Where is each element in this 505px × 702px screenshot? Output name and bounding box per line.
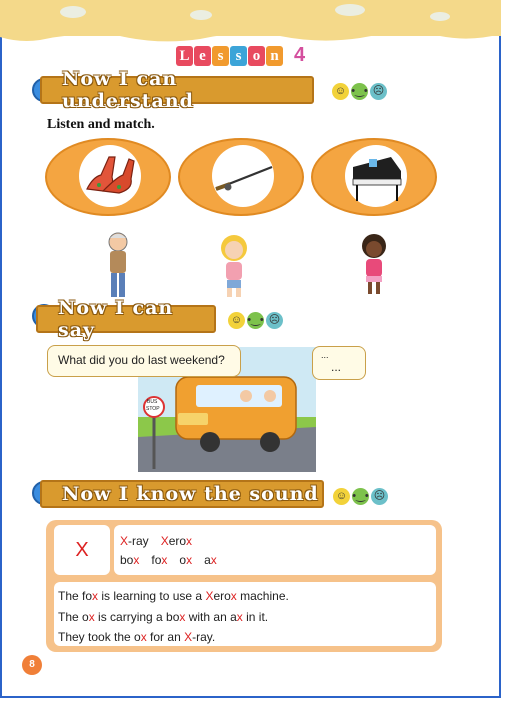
highlighted-letter: X (184, 630, 193, 644)
word-text: o (179, 553, 187, 567)
self-assessment-faces[interactable] (228, 312, 283, 329)
cloud-decoration (335, 4, 365, 16)
word-text: a (204, 553, 211, 567)
page-number: 8 (22, 655, 42, 675)
highlighted-letter: x (161, 553, 168, 567)
girl-icon[interactable] (210, 230, 260, 300)
picture-frame (79, 145, 141, 207)
highlighted-letter: x (186, 553, 193, 567)
speech-bubble-question (47, 345, 241, 377)
bus-stop-label: STOP (146, 406, 160, 412)
highlighted-letter: x (179, 609, 186, 624)
phonics-letter: X (54, 525, 110, 575)
word-text: ero (168, 534, 187, 548)
lesson-letter: n (266, 46, 283, 66)
phonics-sentence (58, 607, 436, 628)
picture-oval-piano[interactable] (311, 138, 437, 216)
bubble-text: ... (331, 360, 342, 374)
cloud-decoration (430, 12, 450, 21)
word-row (120, 551, 436, 570)
section-title: Now I know the sound (62, 483, 319, 505)
self-assessment-faces[interactable] (333, 488, 388, 505)
instruction-text: Listen and match. (47, 117, 155, 132)
picture-oval-fishing-rod[interactable] (178, 138, 304, 216)
phonics-panel (46, 520, 442, 652)
word-text: The o (58, 609, 89, 624)
phonics-word (120, 534, 149, 548)
girl-icon[interactable] (352, 232, 396, 298)
cloud-decoration (60, 6, 86, 18)
word-text: with an a (185, 609, 237, 624)
lesson-letter: e (194, 46, 211, 66)
highlighted-letter: x (210, 553, 217, 567)
phonics-sentence (58, 586, 436, 607)
sad-face-icon[interactable]: ☹ (370, 83, 387, 100)
highlighted-letter: x (88, 609, 95, 624)
happy-face-icon[interactable]: ☺ (332, 83, 349, 100)
bubble-text: ... (321, 350, 329, 360)
phonics-sentences (54, 582, 436, 646)
phonics-word (161, 534, 192, 548)
phonics-words (114, 525, 436, 575)
self-assessment-faces[interactable] (332, 83, 387, 100)
word-text: bo (120, 553, 134, 567)
lesson-letter: L (176, 46, 193, 66)
word-text: -ray (128, 534, 149, 548)
phonics-word (204, 553, 217, 567)
neutral-face-icon[interactable]: •‿• (247, 312, 264, 329)
highlighted-letter: X (205, 589, 214, 603)
section-title: Now I can say (58, 297, 174, 341)
lesson-letter: o (248, 46, 265, 66)
highlighted-letter: x (186, 534, 193, 548)
highlighted-letter: x (92, 589, 99, 603)
cloud-decoration (190, 10, 212, 20)
section-banner-sound (40, 480, 324, 508)
sad-face-icon[interactable]: ☹ (371, 488, 388, 505)
section-banner-understand (40, 68, 314, 112)
word-text: They took the o (58, 630, 141, 644)
picture-frame (345, 145, 407, 207)
word-text: fo (151, 553, 162, 567)
fishing-rod-icon (212, 145, 274, 207)
neutral-face-icon[interactable]: •‿• (351, 83, 368, 100)
bubble-text: What did you do last weekend? (58, 353, 225, 367)
piano-icon (345, 145, 407, 207)
word-text: machine. (236, 589, 289, 603)
phonics-sentence (58, 627, 436, 648)
word-text: for an (146, 630, 185, 644)
lesson-letter: s (212, 46, 229, 66)
word-row (120, 532, 436, 551)
highlighted-letter: X (120, 534, 129, 548)
lesson-title (176, 44, 305, 67)
highlighted-letter: x (133, 553, 140, 567)
speech-bubble-answer (312, 346, 366, 380)
lesson-number: 4 (294, 44, 306, 66)
word-text: in it. (242, 609, 269, 624)
bus-stop-label: BUS (147, 399, 158, 405)
happy-face-icon[interactable]: ☺ (333, 488, 350, 505)
phonics-word (151, 553, 167, 567)
picture-oval-shoes[interactable] (45, 138, 171, 216)
word-text: is learning to use a (98, 589, 206, 603)
highlighted-letter: x (230, 589, 237, 603)
word-text: ero (213, 589, 231, 603)
lesson-letter: s (230, 46, 247, 66)
picture-frame (212, 145, 274, 207)
word-text: The fo (58, 589, 93, 603)
word-text: is carrying a bo (94, 609, 180, 624)
phonics-word (179, 553, 192, 567)
happy-face-icon[interactable]: ☺ (228, 312, 245, 329)
section-banner-say (36, 297, 216, 341)
shoes-icon (79, 145, 141, 207)
phonics-word (120, 553, 139, 567)
highlighted-letter: x (236, 609, 243, 624)
sad-face-icon[interactable]: ☹ (266, 312, 283, 329)
neutral-face-icon[interactable]: •‿• (352, 488, 369, 505)
section-title: Now I can understand (62, 68, 194, 112)
highlighted-letter: X (160, 534, 169, 548)
highlighted-letter: x (140, 630, 147, 644)
grandpa-icon[interactable] (103, 230, 133, 300)
word-text: -ray. (192, 630, 216, 644)
